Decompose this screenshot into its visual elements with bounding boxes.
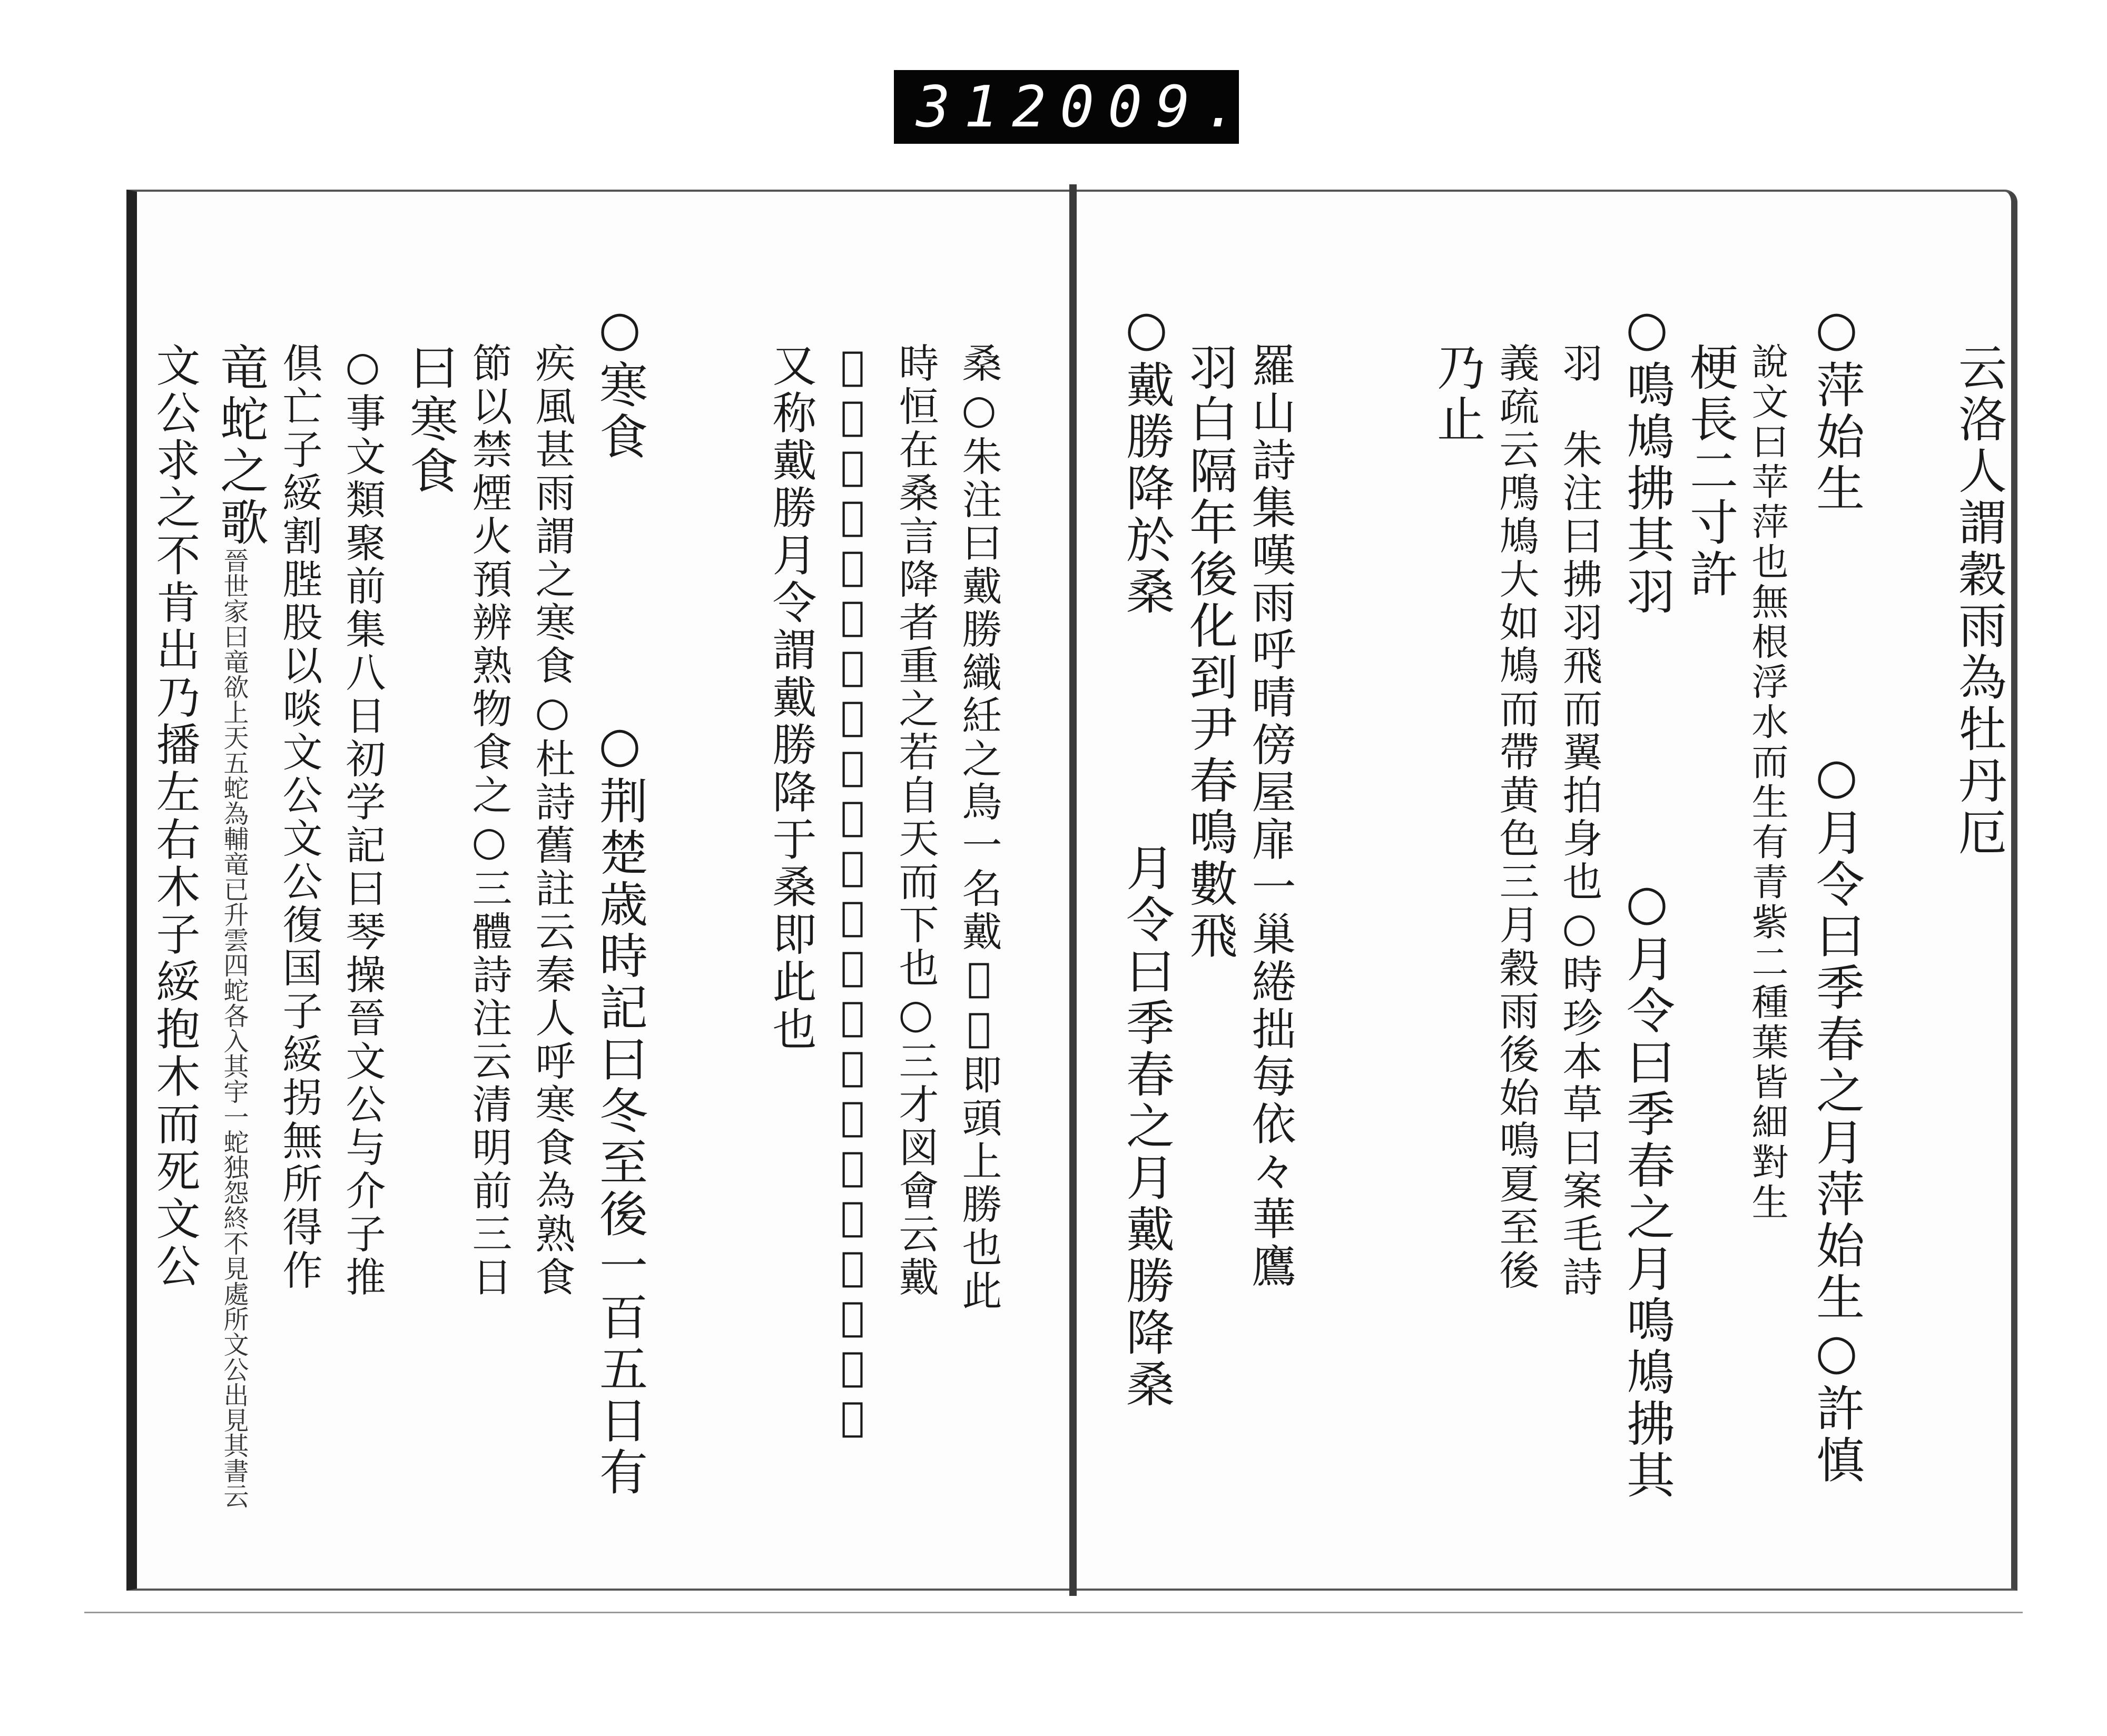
left-line-10: ○事文類聚前集八日初学記曰琴操晉文公与介子推 (339, 342, 386, 1299)
right-line-1: 云洛人謂穀雨為牡丹厄 (1951, 342, 2007, 859)
right-line-5: 梗長二寸許 (1682, 342, 1738, 600)
right-line-8: 羽 朱注曰拂羽飛而翼拍身也○時珍本草曰案毛詩 (1556, 342, 1603, 1299)
gutter (1069, 184, 1077, 1596)
left-line-7: 疾風甚雨謂之寒食○杜詩舊註云秦人呼寒食為熟食 (529, 342, 576, 1299)
right-line-3: ○月令曰季春之月萍始生○許慎 (1808, 748, 1865, 1486)
left-line-13: 文公求之不肯出乃播左右木子綏抱木而死文公 (149, 342, 201, 1290)
left-line-6: ○寒食 (592, 300, 648, 463)
right-line-11: 羅山詩集嘆雨呼晴傍屋扉一巢綣拙每依々華鷹 (1245, 342, 1296, 1290)
frame-number: 009. (1060, 74, 1252, 140)
left-line-4: 又称戴勝月令謂戴勝降于桑即此也 (765, 342, 817, 1053)
right-line-10: 乃止 (1429, 342, 1485, 446)
lower-page-edge (84, 1612, 2023, 1736)
right-line-9: 義疏云鳲鳩大如鳩而帶黄色三月穀雨後始鳴夏至後 (1493, 342, 1540, 1293)
left-line-12: 竜蛇之歌 (212, 342, 269, 549)
left-line-9: 曰寒食 (402, 342, 458, 497)
left-line-1: 桑○朱注曰戴勝織紝之鳥一名戴𩾚𩾚即頭上勝也此 (956, 342, 1002, 1313)
right-line-7: ○月令曰季春之月鳴鳩拂其 (1619, 874, 1675, 1502)
right-line-6: ○鳴鳩拂其羽 (1619, 300, 1675, 618)
right-line-12: 羽白隔年後化到尹春鳴數飛 (1182, 342, 1238, 962)
left-line-3: 𩾚似山鵲而尾短青色尾冠倶有文綵如戴花故呼戴𩾚 (829, 342, 876, 1443)
right-line-4: 說文曰苹萍也無根浮水而生有青紫二種葉皆細對生 (1746, 342, 1789, 1223)
left-line-5: ○荆楚歳時記曰冬至後一百五日有 (592, 716, 648, 1498)
right-line-14: 月令曰季春之月戴勝降桑 (1118, 843, 1175, 1410)
left-line-11: 倶亡子綏割䏶股以啖文公文公復国子綏拐無所得作 (276, 342, 323, 1293)
right-line-2: ○萍始生 (1808, 300, 1865, 515)
frame-label (894, 70, 1252, 144)
left-line-8: 節以禁煙火預辨熟物食之○三體詩注云清明前三日 (466, 342, 513, 1299)
right-line-13: ○戴勝降於桑 (1118, 300, 1175, 618)
left-line-2: 時恒在桑言降者重之若自天而下也○三才図會云戴 (892, 342, 939, 1299)
annotation: 晉世家曰竜欲上天五蛇為輔竜已升雲四蛇各入其宇一蛇独怨終不見處所文公出見其書云 (219, 548, 249, 1508)
reel-number: 312 (916, 74, 1060, 140)
